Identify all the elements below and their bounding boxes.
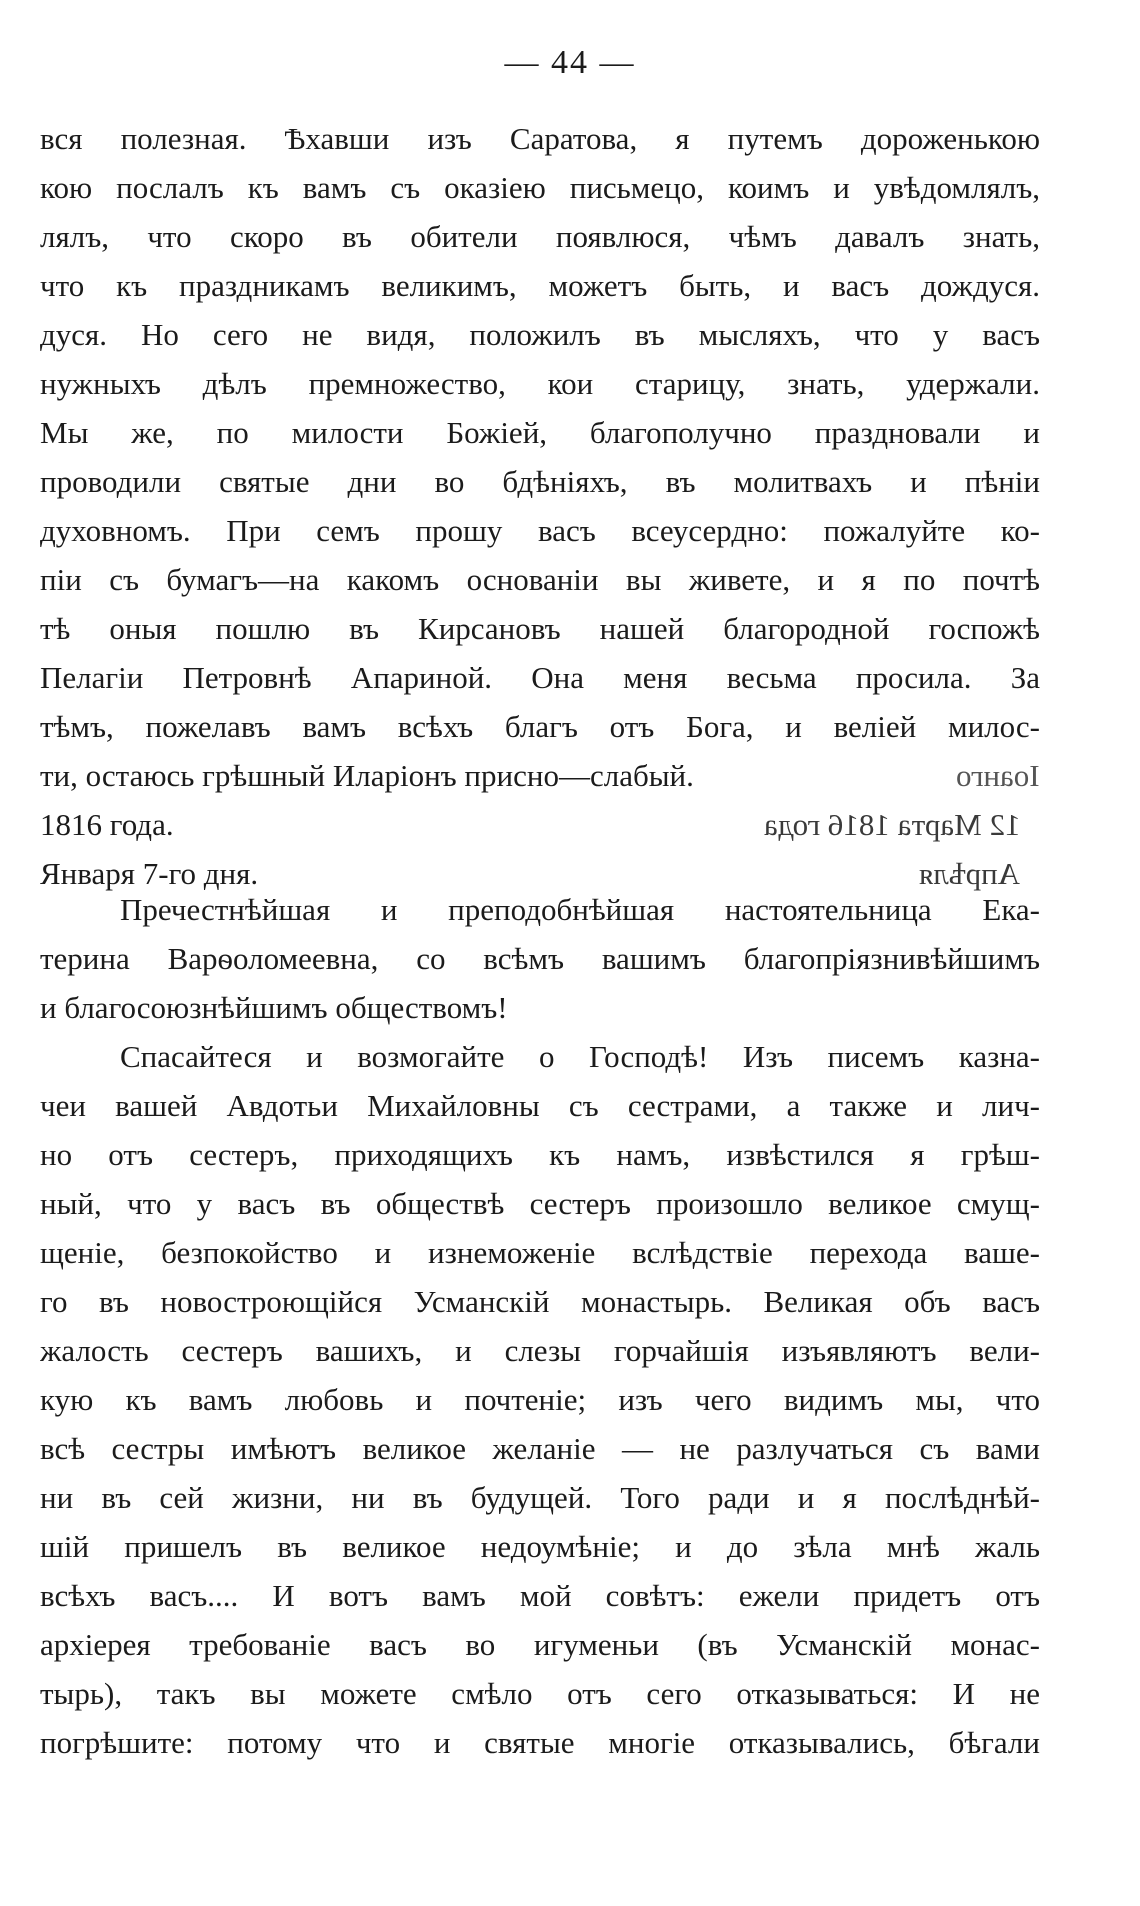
text-line: Спасайтеся и возмогайте о Господѣ! Изъ писемъ казна- [120,1039,1040,1074]
text-line: тѣмъ, пожелавъ вамъ всѣхъ благъ отъ Бога, и велiей милос- [40,709,1040,744]
salutation-line: Пречестнѣйшая и преподобнѣйшая настоятельница Ека- [120,892,1040,927]
text-line: ный, что у васъ въ обществѣ сестеръ произошло великое смущ- [40,1186,1040,1221]
text-line: кою послалъ къ вамъ съ оказіею письмецо, коимъ и увѣдомлялъ, [40,170,1040,205]
text-line: Мы же, по милости Божіей, благополучно праздновали и [40,415,1040,450]
text-line: щеніе, безпокойство и изнеможеніе вслѣдствіе перехода ваше- [40,1235,1040,1270]
text-line: нужныхъ дѣлъ премножество, кои старицу, знать, удержали. [40,366,1040,401]
text-line: тырь), такъ вы можете смѣло отъ сего отказываться: И не [40,1676,1040,1711]
text-line: вся полезная. Ѣхавши изъ Саратова, я путемъ дороженькою [40,121,1040,156]
letter-date: Января 7-го дня. [40,856,259,891]
text-line: архіерея требованіе васъ во игуменьи (въ Усманскій монас- [40,1627,1040,1662]
text-line: піи съ бумагъ—на какомъ основаніи вы живете, и я по почтѣ [40,562,1040,597]
text-line: всѣхъ васъ.... И вотъ вамъ мой совѣтъ: ежели придетъ отъ [40,1578,1040,1613]
text-line: погрѣшите: потому что и святые многіе отказывались, бѣгали [40,1725,1040,1760]
letter-paragraph-2 [40,885,1040,1767]
bleed-through-date: 12 Марта 1816 года [763,807,1020,842]
bleed-through-text: Іоанго [956,758,1040,793]
text-line: тѣ оныя пошлю въ Кирсановъ нашей благородной госпожѣ [40,611,1040,646]
text-line: Пелагіи Петровнѣ Апариной. Она меня весьма просила. За [40,660,1040,695]
text-line: го въ новостроющійся Усманскій монастырь. Великая объ васъ [40,1284,1040,1319]
text-line: духовномъ. При семъ прошу васъ всеусердно: пожалуйте ко- [40,513,1040,548]
text-line: проводили святые дни во бдѣніяхъ, въ молитвахъ и пѣніи [40,464,1040,499]
text-line: но отъ сестеръ, приходящихъ къ намъ, извѣстился я грѣш- [40,1137,1040,1172]
salutation-line: и благосоюзнѣйшимъ обществомъ! [40,990,508,1025]
text-line: кую къ вамъ любовь и почтеніе; изъ чего видимъ мы, что [40,1382,1040,1417]
letter-year: 1816 года. [40,807,174,842]
text-line: шій пришелъ въ великое недоумѣніе; и до зѣла мнѣ жаль [40,1529,1040,1564]
text-line: чеи вашей Авдотьи Михайловны съ сестрами, а также и лич- [40,1088,1040,1123]
text-line: жалость сестеръ вашихъ, и слезы горчайшія изъявляютъ вели- [40,1333,1040,1368]
page-number: — 44 — [504,44,636,81]
text-line: всѣ сестры имѣютъ великое желаніе — не разлучаться съ вами [40,1431,1040,1466]
text-line: лялъ, что скоро въ обители появлюся, чѣмъ давалъ знать, [40,219,1040,254]
text-line: что къ праздникамъ великимъ, можетъ быть, и васъ дождуся. [40,268,1040,303]
text-line [40,751,1040,800]
date-row-1 [40,800,1040,849]
bleed-through-month: Апрѣля [918,856,1020,891]
letter-paragraph-1 [40,114,1040,800]
salutation-line: терина Варѳоломеевна, со всѣмъ вашимъ благопріязнивѣйшимъ [40,941,1040,976]
text-line: дуся. Но сего не видя, положилъ въ мысляхъ, что у васъ [40,317,1040,352]
text-line: ни въ сей жизни, ни въ будущей. Того ради и я послѣднѣй- [40,1480,1040,1515]
closing-signature-line: ти, остаюсь грѣшный Иларіонъ присно—слабый. [40,758,694,793]
